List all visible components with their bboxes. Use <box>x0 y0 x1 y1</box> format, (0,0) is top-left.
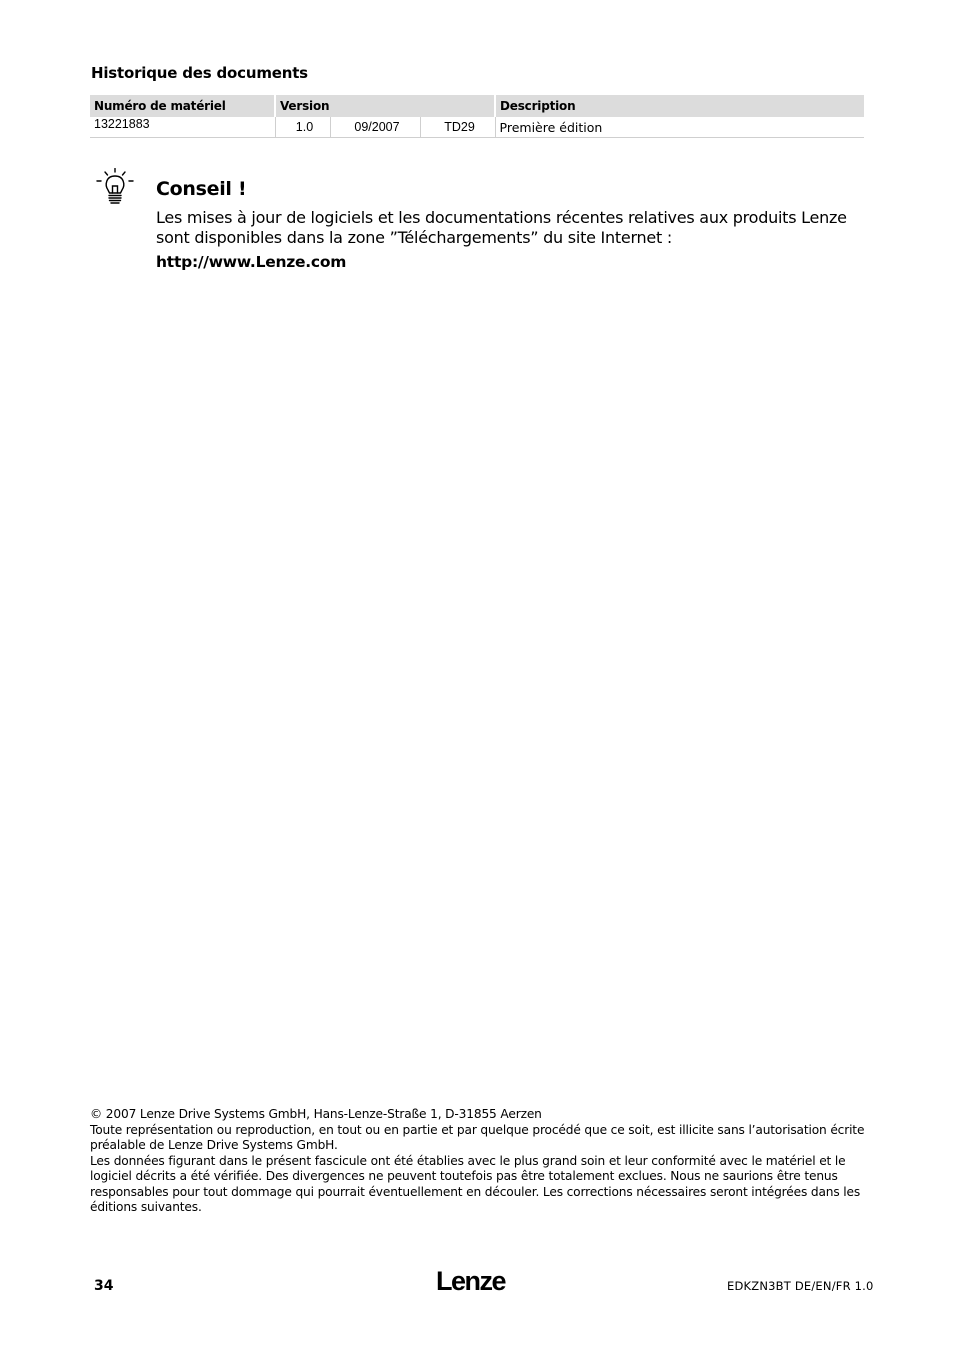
header-description: Description <box>495 95 864 117</box>
header-version: Version <box>275 95 495 117</box>
lenze-logo: Lenze <box>436 1266 506 1296</box>
table-header-row <box>90 95 864 117</box>
cell-version: 1.0 <box>275 117 330 138</box>
document-code: EDKZN3BT DE/EN/FR 1.0 <box>727 1279 874 1293</box>
lenze-website-link[interactable]: http://www.Lenze.com <box>156 253 347 271</box>
cell-date: 09/2007 <box>330 117 420 138</box>
legal-notice <box>90 1107 870 1216</box>
document-history-table <box>90 95 864 138</box>
table-row <box>90 117 864 138</box>
cell-material: 13221883 <box>90 117 275 138</box>
section-title: Historique des documents <box>91 64 308 82</box>
tip-body: Les mises à jour de logiciels et les documentations récentes relatives aux produits Lenze sont disponibles dans la zone ”Téléchargements” du site Internet : <box>156 208 847 247</box>
header-material: Numéro de matériel <box>90 95 275 117</box>
page-number: 34 <box>94 1278 114 1294</box>
lightbulb-icon <box>96 168 134 206</box>
tip-title: Conseil ! <box>156 178 247 200</box>
cell-description: Première édition <box>495 117 864 138</box>
reproduction-notice: Toute représentation ou reproduction, en tout ou en partie et par quelque procédé que ce soit, est illicite sans l’autorisation écrite préalable de Lenze Drive Systems GmbH. <box>90 1122 865 1152</box>
copyright-line: © 2007 Lenze Drive Systems GmbH, Hans-Lenze-Straße 1, D-31855 Aerzen <box>90 1107 542 1121</box>
disclaimer-text: Les données figurant dans le présent fascicule ont été établies avec le plus grand soin et leur conformité avec le matériel et le logiciel décrits a été vérifiée. Des divergences ne peuvent toutefois pas être totalement exclues. Nous ne saurions être tenus responsables pour tout dommage qui pourrait éventuellement en découler. Les corrections nécessaires seront intégrées dans les éditions suivantes. <box>90 1153 861 1214</box>
cell-code: TD29 <box>420 117 495 138</box>
